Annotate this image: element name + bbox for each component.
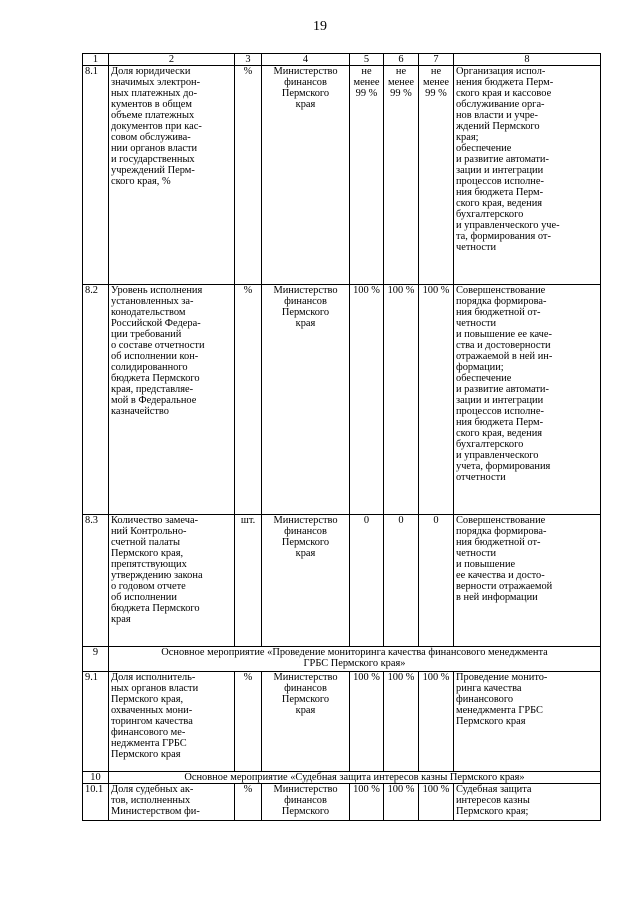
text-line: Пермского xyxy=(281,537,330,548)
table-row xyxy=(83,515,601,647)
text-line: Основное мероприятие «Судебная защита интересов казны Пермского края» xyxy=(184,772,525,783)
text-line: обеспечение xyxy=(456,143,512,154)
text-line: 99 % xyxy=(425,88,447,99)
text-line: 99 % xyxy=(390,88,412,99)
text-line: края xyxy=(295,318,316,329)
table-row xyxy=(83,66,601,285)
value-col6 xyxy=(384,66,419,285)
text-line: тов, исполненных xyxy=(111,795,191,806)
row-number: 9.1 xyxy=(83,672,109,772)
text-line: о составе отчетности xyxy=(111,340,205,351)
column-header: 5 xyxy=(350,54,384,66)
page-number: 19 xyxy=(313,19,327,34)
text-line: процессов исполне- xyxy=(456,176,544,187)
value-col5 xyxy=(350,784,384,821)
text-line: Уровень исполнения xyxy=(111,285,203,296)
text-line: Судебная защита xyxy=(456,784,532,795)
text-line: края xyxy=(111,614,131,625)
indicator-name xyxy=(109,515,235,647)
text-line: 100 % xyxy=(353,672,380,683)
program-indicators-table xyxy=(82,53,601,821)
text-line: Министерством фи- xyxy=(111,806,200,817)
text-line: края xyxy=(295,705,316,716)
indicator-name xyxy=(109,784,235,821)
text-line: порядка формирова- xyxy=(456,296,547,307)
text-line: Основное мероприятие «Проведение мониторинга качества финансового менеджмента xyxy=(161,647,548,658)
text-line: та, формирования от- xyxy=(456,231,551,242)
text-line: 0 xyxy=(398,515,404,526)
text-line: Министерство xyxy=(273,285,338,296)
text-line: и государственных xyxy=(111,154,195,165)
text-line: 0 xyxy=(363,515,370,526)
text-line: мой в Федеральное xyxy=(111,395,197,406)
executor xyxy=(262,515,350,647)
expected-result xyxy=(454,672,601,772)
text-line: Доля судебных ак- xyxy=(111,784,194,795)
text-line: охваченных мони- xyxy=(111,705,193,716)
text-line: совом обслужива- xyxy=(111,132,191,143)
text-line: торингом качества xyxy=(111,716,193,727)
text-line: порядка формирова- xyxy=(456,526,547,537)
unit: % xyxy=(235,672,262,772)
text-line: ее качества и досто- xyxy=(456,570,545,581)
text-line: ных органов власти xyxy=(111,683,199,694)
section-number: 9 xyxy=(83,647,109,672)
text-line: 100 % xyxy=(353,285,380,296)
text-line: 100 % xyxy=(387,672,415,683)
text-line: четности xyxy=(456,318,497,329)
text-line: Пермского xyxy=(281,88,330,99)
row-number: 8.3 xyxy=(83,515,109,647)
text-line: солидированного xyxy=(111,362,188,373)
value-col6 xyxy=(384,672,419,772)
unit: % xyxy=(235,784,262,821)
value-col5 xyxy=(350,66,384,285)
text-line: ния бюджетной от- xyxy=(456,307,541,318)
text-line: процессов исполне- xyxy=(456,406,544,417)
text-line: зации и интеграции xyxy=(456,395,544,406)
text-line: ринга качества xyxy=(456,683,522,694)
text-line: кументов в общем xyxy=(111,99,192,110)
value-col7 xyxy=(419,784,454,821)
text-line: финансового ме- xyxy=(111,727,186,738)
section-number: 10 xyxy=(83,772,109,784)
text-line: менее xyxy=(423,77,449,88)
expected-result xyxy=(454,285,601,515)
text-line: Пермского края xyxy=(456,716,526,727)
text-line: установленных за- xyxy=(111,296,194,307)
text-line: края xyxy=(295,99,316,110)
text-line: Пермского края, xyxy=(111,694,184,705)
column-number-row xyxy=(83,54,601,66)
value-col7 xyxy=(419,672,454,772)
text-line: финансов xyxy=(284,77,327,88)
text-line: и управленческого уче- xyxy=(456,220,560,231)
text-line: ния бюджетной от- xyxy=(456,537,541,548)
table-row xyxy=(83,672,601,772)
text-line: Министерство xyxy=(273,66,338,77)
text-line: неджмента ГРБС xyxy=(111,738,187,749)
text-line: 0 xyxy=(433,515,439,526)
indicator-name xyxy=(109,672,235,772)
section-title xyxy=(109,647,601,672)
text-line: финансов xyxy=(284,795,327,806)
text-line: об исполнении xyxy=(111,592,177,603)
text-line: Пермского края, xyxy=(111,548,184,559)
text-line: казначейство xyxy=(111,406,169,417)
text-line: отражаемой в ней ин- xyxy=(456,351,553,362)
text-line: финансов xyxy=(284,526,327,537)
expected-result xyxy=(454,784,601,821)
text-line: формации; xyxy=(456,362,504,373)
column-header: 2 xyxy=(109,54,235,66)
text-line: и развитие автомати- xyxy=(456,384,549,395)
text-line: и развитие автомати- xyxy=(456,154,549,165)
text-line: значимых электрон- xyxy=(111,77,201,88)
text-line: ства и достоверности xyxy=(456,340,551,351)
value-col5 xyxy=(350,515,384,647)
column-header: 4 xyxy=(262,54,350,66)
text-line: Доля юридически xyxy=(111,66,191,77)
text-line: финансов xyxy=(284,683,327,694)
text-line: ния бюджета Перм- xyxy=(456,187,544,198)
text-line: Совершенствование xyxy=(456,285,546,296)
text-line: нов власти и учре- xyxy=(456,110,538,121)
text-line: 100 % xyxy=(422,285,450,296)
text-line: Российской Федера- xyxy=(111,318,201,329)
text-line: Министерство xyxy=(273,784,338,795)
value-col7 xyxy=(419,285,454,515)
text-line: Проведение монито- xyxy=(456,672,548,683)
column-header: 8 xyxy=(454,54,601,66)
text-line: бюджета Пермского xyxy=(111,373,200,384)
text-line: ции требований xyxy=(111,329,182,340)
value-col6 xyxy=(384,784,419,821)
value-col6 xyxy=(384,515,419,647)
text-line: ных платежных до- xyxy=(111,88,198,99)
text-line: учреждений Перм- xyxy=(111,165,195,176)
text-line: ского края, ведения xyxy=(456,428,543,439)
text-line: края xyxy=(295,548,316,559)
text-line: Министерство xyxy=(273,515,338,526)
text-line: Количество замеча- xyxy=(111,515,199,526)
text-line: финансового xyxy=(456,694,514,705)
row-number: 8.1 xyxy=(83,66,109,285)
row-number: 10.1 xyxy=(83,784,109,821)
text-line: 100 % xyxy=(387,784,415,795)
text-line: 100 % xyxy=(422,672,450,683)
text-line: верности отражаемой xyxy=(456,581,553,592)
value-col6 xyxy=(384,285,419,515)
text-line: менеджмента ГРБС xyxy=(456,705,543,716)
value-col7 xyxy=(419,66,454,285)
column-header: 3 xyxy=(235,54,262,66)
text-line: ний Контрольно- xyxy=(111,526,187,537)
table-row xyxy=(83,784,601,821)
text-line: края; xyxy=(456,132,479,143)
text-line: обеспечение xyxy=(456,373,512,384)
text-line: конодательством xyxy=(111,307,186,318)
text-line: четности xyxy=(456,548,497,559)
text-line: ского края и кассовое xyxy=(456,88,552,99)
unit: % xyxy=(235,285,262,515)
text-line: Министерство xyxy=(273,672,338,683)
text-line: и повышение ее каче- xyxy=(456,329,552,340)
executor xyxy=(262,784,350,821)
text-line: 99 % xyxy=(355,88,378,99)
indicator-name xyxy=(109,285,235,515)
text-line: нения бюджета Перм- xyxy=(456,77,554,88)
text-line: ния бюджета Перм- xyxy=(456,417,544,428)
text-line: обслуживание орга- xyxy=(456,99,545,110)
text-line: отчетности xyxy=(456,472,506,483)
text-line: Пермского края; xyxy=(456,806,529,817)
text-line: счетной палаты xyxy=(111,537,181,548)
text-line: Пермского края xyxy=(111,749,181,760)
expected-result xyxy=(454,66,601,285)
text-line: 100 % xyxy=(422,784,450,795)
unit: шт. xyxy=(235,515,262,647)
unit: % xyxy=(235,66,262,285)
text-line: не xyxy=(430,66,442,77)
executor xyxy=(262,66,350,285)
text-line: в ней информации xyxy=(456,592,538,603)
column-header: 1 xyxy=(83,54,109,66)
text-line: бухгалтерского xyxy=(456,209,524,220)
value-col5 xyxy=(350,285,384,515)
text-line: края, представляе- xyxy=(111,384,194,395)
row-number: 8.2 xyxy=(83,285,109,515)
executor xyxy=(262,672,350,772)
text-line: Пермского xyxy=(281,806,330,817)
section-row xyxy=(83,772,601,784)
text-line: бухгалтерского xyxy=(456,439,524,450)
text-line: нии органов власти xyxy=(111,143,198,154)
value-col5 xyxy=(350,672,384,772)
table-row xyxy=(83,285,601,515)
text-line: об исполнении кон- xyxy=(111,351,199,362)
value-col7 xyxy=(419,515,454,647)
text-line: ждений Пермского xyxy=(456,121,540,132)
text-line: и повышение xyxy=(456,559,516,570)
text-line: бюджета Пермского xyxy=(111,603,200,614)
text-line: о годовом отчете xyxy=(111,581,186,592)
text-line: препятствующих xyxy=(111,559,187,570)
text-line: Пермского xyxy=(281,307,330,318)
text-line: учета, формирования xyxy=(456,461,551,472)
section-row xyxy=(83,647,601,672)
indicator-name xyxy=(109,66,235,285)
column-header: 7 xyxy=(419,54,454,66)
text-line: менее xyxy=(353,77,380,88)
text-line: менее xyxy=(388,77,414,88)
text-line: и управленческого xyxy=(456,450,539,461)
text-line: финансов xyxy=(284,296,327,307)
text-line: утверждению закона xyxy=(111,570,203,581)
text-line: 100 % xyxy=(387,285,415,296)
text-line: интересов казны xyxy=(456,795,530,806)
text-line: четности xyxy=(456,242,497,253)
text-line: зации и интеграции xyxy=(456,165,544,176)
text-line: не xyxy=(395,66,407,77)
text-line: 100 % xyxy=(353,784,380,795)
text-line: документов при кас- xyxy=(111,121,202,132)
text-line: не xyxy=(361,66,372,77)
text-line: Пермского xyxy=(281,694,330,705)
text-line: объеме платежных xyxy=(111,110,195,121)
text-line: Организация испол- xyxy=(456,66,546,77)
expected-result xyxy=(454,515,601,647)
text-line: ского края, % xyxy=(111,176,171,187)
column-header: 6 xyxy=(384,54,419,66)
executor xyxy=(262,285,350,515)
text-line: Доля исполнитель- xyxy=(111,672,196,683)
text-line: ского края, ведения xyxy=(456,198,543,209)
text-line: ГРБС Пермского края» xyxy=(303,658,406,669)
section-title xyxy=(109,772,601,784)
text-line: Совершенствование xyxy=(456,515,546,526)
